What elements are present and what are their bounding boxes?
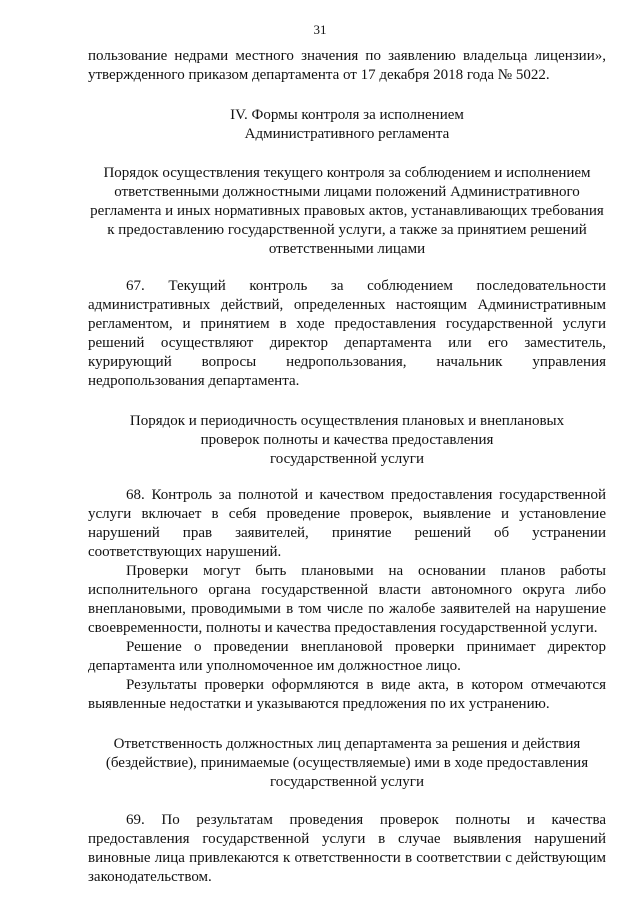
subheading-current-control [88, 164, 606, 259]
text-line: недропользования департамента. [88, 373, 300, 389]
paragraph-68 [88, 486, 606, 562]
paragraph-69 [88, 811, 606, 887]
text-line: нарушений прав заявителей, принятие решений об устранении [88, 525, 606, 541]
text-line: регламентом, и принятием в ходе предоставления государственной услуги [88, 316, 606, 332]
paragraph-67 [88, 277, 606, 391]
heading-line: регламента и иных нормативных правовых актов, устанавливающих требования [90, 203, 604, 219]
heading-line: Порядок и периодичность осуществления плановых и внеплановых [129, 413, 565, 429]
text-line: 67. Текущий контроль за соблюдением последовательности [126, 278, 606, 294]
text-line: Результаты проверки оформляются в виде акта, в котором отмечаются [126, 677, 606, 693]
page-content [88, 47, 606, 887]
heading-line: ответственными лицами [268, 241, 426, 257]
text-line: 69. По результатам проведения проверок полноты и качества [126, 812, 606, 828]
section-title [88, 106, 606, 144]
heading-line: к предоставлению государственной услуги, а также за принятием решений [107, 222, 587, 238]
text-line: пользование недрами местного значения по заявлению владельца лицензии», [88, 48, 606, 64]
heading-line: Порядок осуществления текущего контроля за соблюдением и исполнением [103, 165, 591, 181]
continuation-text [88, 47, 606, 85]
heading-line: IV. Формы контроля за исполнением [230, 107, 464, 123]
heading-line: проверок полноты и качества предоставления [200, 432, 494, 448]
heading-line: государственной услуги [270, 451, 424, 467]
paragraph-68-decision [88, 638, 606, 676]
text-line: виновные лица привлекаются к ответственности в соответствии с действующим [88, 850, 606, 866]
subheading-inspections [88, 412, 606, 469]
text-line: внеплановыми, проводимыми в том числе по жалобе заявителей на нарушение [88, 601, 606, 617]
text-line: 68. Контроль за полнотой и качеством предоставления государственной [126, 487, 606, 503]
text-line: предоставления государственной услуги в случае выявления нарушений [88, 831, 606, 847]
text-line: услуги включает в себя проведение проверок, выявление и установление [88, 506, 606, 522]
text-line: департамента или уполномоченное им должностное лицо. [88, 658, 461, 674]
text-line: законодательством. [88, 869, 212, 885]
text-line: соответствующих нарушений. [88, 544, 282, 560]
heading-line: (бездействие), принимаемые (осуществляемые) ими в ходе предоставления [105, 755, 589, 771]
heading-line: Ответственность должностных лиц департамента за решения и действия [113, 736, 581, 752]
text-line: исполнительного органа государственной власти автономного округа либо [88, 582, 606, 598]
page-number: 31 [313, 22, 327, 37]
text-line: курирующий вопросы недропользования, начальник управления [88, 354, 606, 370]
text-line: административных действий, определенных настоящим Административным [88, 297, 606, 313]
paragraph-68-results [88, 676, 606, 714]
text-line: утвержденного приказом департамента от 17 декабря 2018 года № 5022. [88, 67, 550, 83]
heading-line: государственной услуги [270, 774, 424, 790]
text-line: Проверки могут быть плановыми на основании планов работы [126, 563, 606, 579]
text-line: решений осуществляют директор департамента или его заместитель, [88, 335, 606, 351]
text-line: своевременности, полноты и качества предоставления государственной услуги. [88, 620, 598, 636]
text-line: Решение о проведении внеплановой проверки принимает директор [126, 639, 606, 655]
subheading-responsibility [88, 735, 606, 792]
paragraph-68-inspections-types [88, 562, 606, 638]
text-line: выявленные недостатки и указываются предложения по их устранению. [88, 696, 550, 712]
heading-line: Административного регламента [244, 126, 450, 142]
heading-line: ответственными должностными лицами положений Административного [114, 184, 580, 200]
